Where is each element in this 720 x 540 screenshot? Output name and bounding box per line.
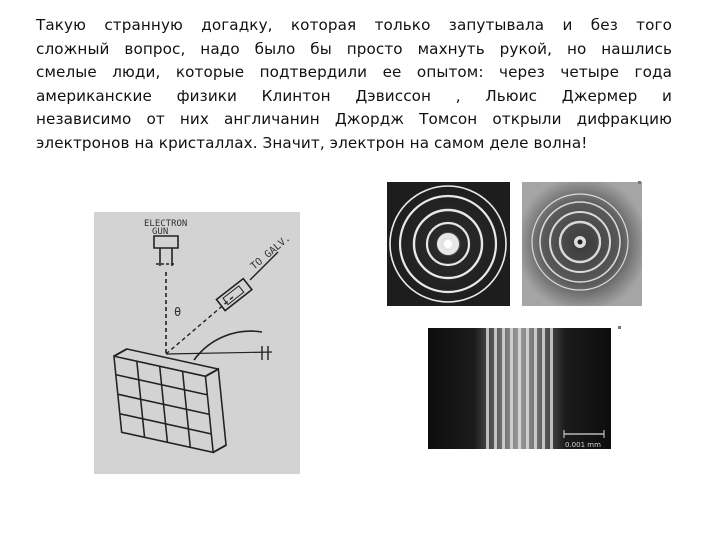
- rings-1-svg: [387, 182, 510, 306]
- paragraph-line-5: независимо от них англичанин Джордж Томсон открыли дифракцию: [36, 110, 672, 129]
- apparatus-label-theta: θ: [174, 305, 182, 319]
- paragraph-line-3: смелые люди, которые подтвердили ее опытом: через четыре года: [36, 63, 672, 82]
- stray-mark: [638, 181, 641, 184]
- diffraction-rings-image-1: [387, 182, 510, 306]
- apparatus-label-galv: TO GALV.: [248, 232, 293, 273]
- intro-paragraph: [36, 14, 672, 156]
- paragraph-line-1: Такую странную догадку, которая только запутывала и без того: [36, 16, 672, 34]
- apparatus-label-gun2: GUN: [152, 227, 169, 237]
- diffraction-fringes-image: [428, 328, 611, 449]
- davisson-germer-apparatus-figure: [94, 212, 300, 474]
- apparatus-label-gun: ELECTRON: [144, 219, 188, 229]
- fringes-svg: [428, 328, 611, 449]
- paragraph-line-2: сложный вопрос, надо было бы просто махнуть рукой, но нашлись: [36, 39, 672, 58]
- stray-mark: [618, 326, 621, 329]
- paragraph-line-4: американские физики Клинтон Дэвиссон , Льюис Джермер и: [36, 86, 672, 105]
- diffraction-rings-image-2: [522, 182, 642, 306]
- paragraph-line-6: электронов на кристаллах. Значит, электрон на самом деле волна!: [36, 133, 588, 152]
- apparatus-drawing: [94, 212, 300, 474]
- rings-2-svg: [522, 182, 642, 306]
- scale-bar-label: 0.001 mm: [565, 441, 601, 449]
